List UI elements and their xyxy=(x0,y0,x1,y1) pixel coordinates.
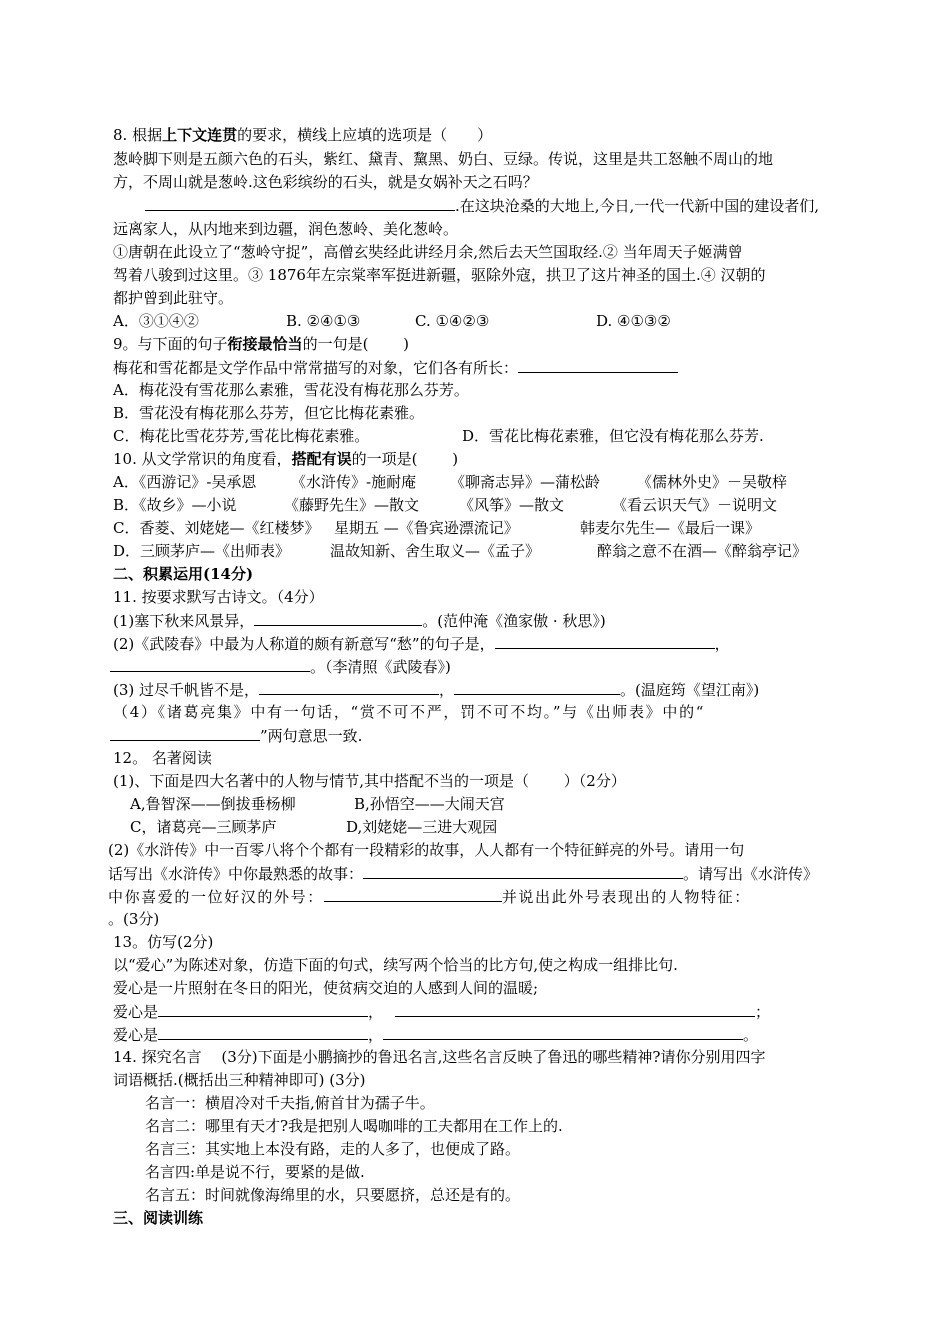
q12-part2-nickname-blank[interactable] xyxy=(324,886,502,902)
q14-quote1: 名言一：横眉冷对千夫指,俯首甘为孺子牛。 xyxy=(145,1094,435,1112)
q13-line1-blank2[interactable] xyxy=(395,1001,755,1017)
q10-option-a-item3: 《聊斋志异》—蒲松龄 xyxy=(450,473,601,491)
q10-option-b-item1[interactable]: B．《故乡》—小说 xyxy=(113,496,237,514)
q9-title xyxy=(113,334,409,354)
q9-suffix: 的一句是( ) xyxy=(302,335,410,353)
q8-passage-line3 xyxy=(113,195,819,216)
q14-title-line1: 14. 探究名言 (3分)下面是小鹏摘抄的鲁迅名言,这些名言反映了鲁迅的哪些精神?请你分别用四字 xyxy=(113,1048,766,1066)
q11-item1 xyxy=(113,610,606,631)
q8-option-c[interactable]: C. ①④②③ xyxy=(415,312,490,330)
q11-item2 xyxy=(113,633,730,654)
q14-quote5: 名言五：时间就像海绵里的水，只要愿挤，总还是有的。 xyxy=(145,1186,521,1204)
q8-option-b[interactable]: B. ②④①③ xyxy=(286,312,361,330)
q8-option-a[interactable]: A．③①④② xyxy=(113,312,199,330)
q11-item3-blank1[interactable] xyxy=(259,679,439,695)
section-3-heading: 三、阅读训练 xyxy=(113,1209,204,1227)
q13-line1 xyxy=(113,1001,770,1022)
q13-line1-blank1[interactable] xyxy=(158,1001,368,1017)
q11-item4-cont xyxy=(110,725,362,746)
q8-sentences-line3: 都护曾到此驻守。 xyxy=(113,289,234,307)
q11-item1-text: (1)塞下秋来风景异， xyxy=(113,612,255,630)
q8-prefix: 8. 根据 xyxy=(113,126,163,144)
section-2-heading: 二、积累运用(14分) xyxy=(113,565,254,583)
q10-option-a-item2: 《水浒传》-施耐庵 xyxy=(291,473,417,491)
q8-sentences-line2: 驾着八骏到过这里。③ 1876年左宗棠率军挺进新疆，驱除外寇，拱卫了这片神圣的国土.④ 汉朝的 xyxy=(113,266,766,284)
q12-part1-option-a[interactable]: A,鲁智深——倒拔垂杨柳 xyxy=(130,795,296,813)
q12-part2-line3 xyxy=(108,886,751,907)
q9-stem-text: 梅花和雪花都是文学作品中常常描写的对象，它们各有所长： xyxy=(113,359,519,377)
q10-option-a-item4: 《儒林外史》－吴敬梓 xyxy=(637,473,788,491)
q10-option-b-item2: 《藤野先生》—散文 xyxy=(284,496,420,514)
q11-item3 xyxy=(113,679,759,700)
q11-item2-blank1[interactable] xyxy=(495,633,715,649)
q12-part2-line3-end: 并说出此外号表现出的人物特征： xyxy=(501,888,751,906)
q9-keyword: 衔接最恰当 xyxy=(227,335,303,353)
q8-passage-line2: 方，不周山就是葱岭.这色彩缤纷的石头，就是女娲补天之石吗？ xyxy=(113,173,538,191)
q9-blank[interactable] xyxy=(518,357,678,373)
q13-line1-label: 爱心是 xyxy=(113,1003,159,1021)
q8-suffix: 的要求，横线上应填的选项是（ ） xyxy=(237,126,493,144)
q8-passage-line4: 远离家人，从内地来到边疆，润色葱岭、美化葱岭。 xyxy=(113,220,459,238)
q10-suffix: 的一项是( ) xyxy=(351,450,459,468)
q8-title xyxy=(113,125,492,145)
q12-part2-line2-end: 。请写出《水浒传》 xyxy=(683,865,819,883)
q12-part1-option-c[interactable]: C，诸葛亮—三顾茅庐 xyxy=(130,818,277,836)
q11-item4-blank[interactable] xyxy=(110,725,260,741)
q8-blank[interactable] xyxy=(145,195,455,211)
q13-example: 爱心是一片照射在冬日的阳光，使贫病交迫的人感到人间的温暖; xyxy=(113,979,539,997)
q8-option-d[interactable]: D. ④①③② xyxy=(596,312,671,330)
q10-option-d-item2: 温故知新、舍生取义—《孟子》 xyxy=(330,542,541,560)
q10-option-b-item3: 《风筝》—散文 xyxy=(459,496,565,514)
q11-item3-blank2[interactable] xyxy=(454,679,620,695)
q13-line2-blank1[interactable] xyxy=(158,1024,368,1040)
q8-sentences-line1: ①唐朝在此设立了“葱岭守捉”，高僧玄奘经此讲经月余,然后去天竺国取经.② 当年周天子姬满曾 xyxy=(113,243,743,261)
q9-stem xyxy=(113,357,678,378)
q10-option-c-item2: 星期五 —《鲁宾逊漂流记》 xyxy=(334,519,519,537)
q14-quote3: 名言三：其实地上本没有路，走的人多了，也便成了路。 xyxy=(145,1140,521,1158)
q12-part2-story-blank[interactable] xyxy=(363,863,683,879)
q10-option-c-item3: 韩麦尔先生—《最后一课》 xyxy=(580,519,761,537)
q14-quote4: 名言四:单是说不行，要紧的是做. xyxy=(145,1163,365,1181)
q12-part2-line1: (2)《水浒传》中一百零八将个个都有一段精彩的故事，人人都有一个特征鲜亮的外号。请用一句 xyxy=(108,841,745,859)
q11-item2-blank2[interactable] xyxy=(110,656,310,672)
q12-part1-option-d[interactable]: D,刘姥姥—三进大观园 xyxy=(346,818,498,836)
q13-line2-label: 爱心是 xyxy=(113,1026,159,1044)
q8-passage-line1: 葱岭脚下则是五颜六色的石头，紫红、黛青、黧黑、奶白、豆绿。传说，这里是共工怒触不周山的地 xyxy=(113,150,774,168)
q11-title: 11. 按要求默写古诗文。（4分） xyxy=(113,588,324,606)
q11-item1-blank[interactable] xyxy=(254,610,422,626)
q9-option-d[interactable]: D．雪花比梅花素雅，但它没有梅花那么芬芳. xyxy=(462,427,764,445)
q13-instruction: 以“爱心”为陈述对象，仿造下面的句式，续写两个恰当的比方句,使之构成一组排比句. xyxy=(113,956,678,974)
q11-item3-source: 。(温庭筠《望江南》) xyxy=(620,681,760,699)
q10-option-d-item3: 醉翁之意不在酒—《醉翁亭记》 xyxy=(597,542,808,560)
q12-title: 12。 名著阅读 xyxy=(113,749,212,767)
q11-item2-cont xyxy=(110,656,451,677)
q8-passage-line3-text: .在这块沧桑的大地上,今日,一代一代新中国的建设者们, xyxy=(455,197,820,215)
q11-item2-source: 。（李清照《武陵春》) xyxy=(310,658,451,676)
q12-part2-line2-text: 话写出《水浒传》中你最熟悉的故事： xyxy=(108,865,364,883)
q9-prefix: 9。与下面的句子 xyxy=(113,335,228,353)
q11-item1-source: 。(范仲淹《渔家傲 · 秋思》) xyxy=(422,612,606,630)
q9-option-a[interactable]: A．梅花没有雪花那么素雅，雪花没有梅花那么芬芳。 xyxy=(113,381,469,399)
q13-line1-comma: ， xyxy=(368,1003,384,1021)
q12-part2-line3-text: 中你喜爱的一位好汉的外号： xyxy=(108,888,324,906)
q10-keyword: 搭配有误 xyxy=(291,450,352,468)
q12-part1-stem: (1)、下面是四大名著中的人物与情节,其中搭配不当的一项是（ ）（2分） xyxy=(113,772,626,790)
q13-line1-end: ； xyxy=(755,1003,771,1021)
q10-title xyxy=(113,449,458,469)
q13-line2-comma: ， xyxy=(368,1026,384,1044)
q11-item3-comma: ， xyxy=(439,681,455,699)
q12-part2-line2 xyxy=(108,863,818,884)
q9-option-b[interactable]: B．雪花没有梅花那么芬芳，但它比梅花素雅。 xyxy=(113,404,425,422)
q10-option-c-item1[interactable]: C．香菱、刘姥姥—《红楼梦》 xyxy=(113,519,320,537)
q13-title: 13。仿写(2分) xyxy=(113,933,214,951)
q11-item4 xyxy=(113,702,705,722)
q8-keyword: 上下文连贯 xyxy=(162,126,238,144)
q11-item4-text: （4）《诸葛亮集》中有一句话，“赏不可不严，罚不可不均。”与《出师表》中的“ xyxy=(113,703,706,721)
q14-quote2: 名言二：哪里有天才?我是把别人喝咖啡的工夫都用在工作上的. xyxy=(145,1117,563,1135)
q11-item3-text: (3) 过尽千帆皆不是， xyxy=(113,681,260,699)
q12-part2-score: 。(3分) xyxy=(108,910,160,928)
q10-option-d-item1[interactable]: D．三顾茅庐—《出师表》 xyxy=(113,542,291,560)
q12-part1-option-b[interactable]: B,孙悟空——大闹天宫 xyxy=(354,795,505,813)
q13-line2-blank2[interactable] xyxy=(383,1024,743,1040)
q14-title-line2: 词语概括.(概括出三种精神即可) (3分) xyxy=(113,1071,366,1089)
q10-option-a-item1[interactable]: A．《西游记》-吴承恩 xyxy=(113,473,257,491)
q13-line2 xyxy=(113,1024,758,1045)
q13-line2-end: 。 xyxy=(743,1026,759,1044)
q11-item4-end: ”两句意思一致. xyxy=(260,727,363,745)
q9-option-c[interactable]: C．梅花比雪花芬芳,雪花比梅花素雅。 xyxy=(113,427,370,445)
q11-item2-comma: ， xyxy=(714,635,730,653)
q10-option-b-item4: 《看云识天气》－说明文 xyxy=(612,496,778,514)
q11-item2-text: (2)《武陵春》中最为人称道的颇有新意写“愁”的句子是， xyxy=(113,635,495,653)
q10-prefix: 10. 从文学常识的角度看， xyxy=(113,450,292,468)
